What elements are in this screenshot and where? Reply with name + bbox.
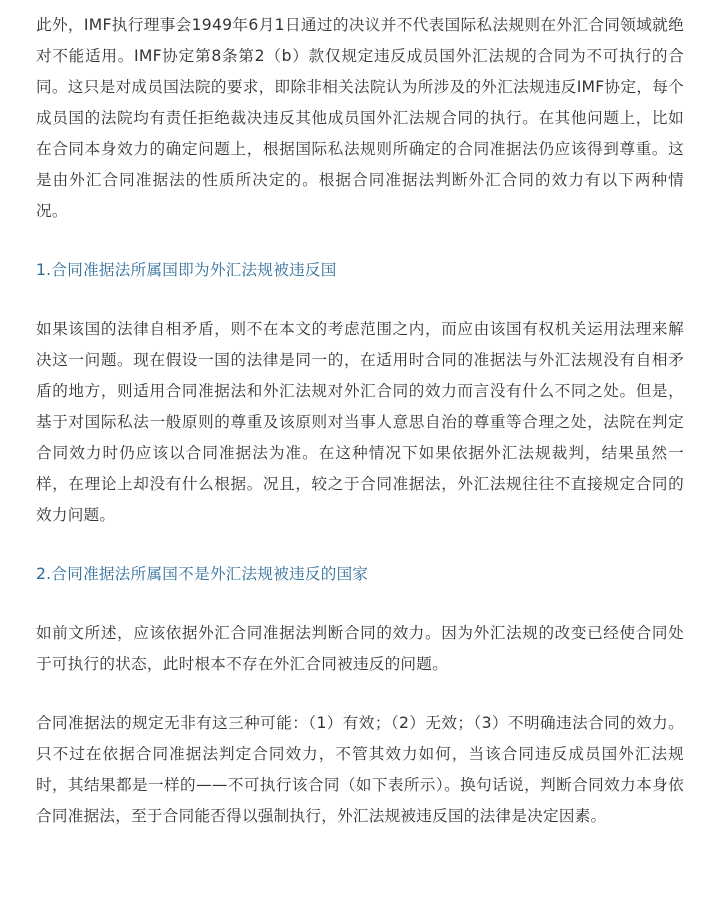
paragraph-intro: 此外，IMF执行理事会1949年6月1日通过的决议并不代表国际私法规则在外汇合同领域就绝对不能适用。IMF协定第8条第2（b）款仅规定违反成员国外汇法规的合同为不可执行的合同。这只是对成员国法院的要求，即除非相关法院认为所涉及的外汇法规违反IMF协定，每个成员国的法院均有责任拒绝裁决违反其他成员国外汇法规合同的执行。在其他问题上，比如在合同本身效力的确定问题上，根据国际私法规则所确定的合同准据法仍应该得到尊重。这是由外汇合同准据法的性质所决定的。根据合同准据法判断外汇合同的效力有以下两种情况。: [36, 16, 684, 220]
article-body: [36, 10, 684, 832]
section-heading-2: 2.合同准据法所属国不是外汇法规被违反的国家: [36, 565, 369, 583]
section-heading-1: 1.合同准据法所属国即为外汇法规被违反国: [36, 261, 337, 279]
paragraph-section-1: 如果该国的法律自相矛盾，则不在本文的考虑范围之内，而应由该国有权机关运用法理来解决这一问题。现在假设一国的法律是同一的，在适用时合同的准据法与外汇法规没有自相矛盾的地方，则适用合同准据法和外汇法规对外汇合同的效力而言没有什么不同之处。但是，基于对国际私法一般原则的尊重及该原则对当事人意思自治的尊重等合理之处，法院在判定合同效力时仍应该以合同准据法为准。在这种情况下如果依据外汇法规裁判，结果虽然一样，在理论上却没有什么根据。况且，较之于合同准据法，外汇法规往往不直接规定合同的效力问题。: [36, 320, 684, 524]
paragraph-section-2: 如前文所述，应该依据外汇合同准据法判断合同的效力。因为外汇法规的改变已经使合同处于可执行的状态，此时根本不存在外汇合同被违反的问题。: [36, 624, 684, 673]
paragraph-conclusion: 合同准据法的规定无非有这三种可能：（1）有效；（2）无效；（3）不明确违法合同的效力。只不过在依据合同准据法判定合同效力，不管其效力如何，当该合同违反成员国外汇法规时，其结果都是一样的——不可执行该合同（如下表所示）。换句话说，判断合同效力本身依合同准据法，至于合同能否得以强制执行，外汇法规被违反国的法律是决定因素。: [36, 714, 684, 825]
